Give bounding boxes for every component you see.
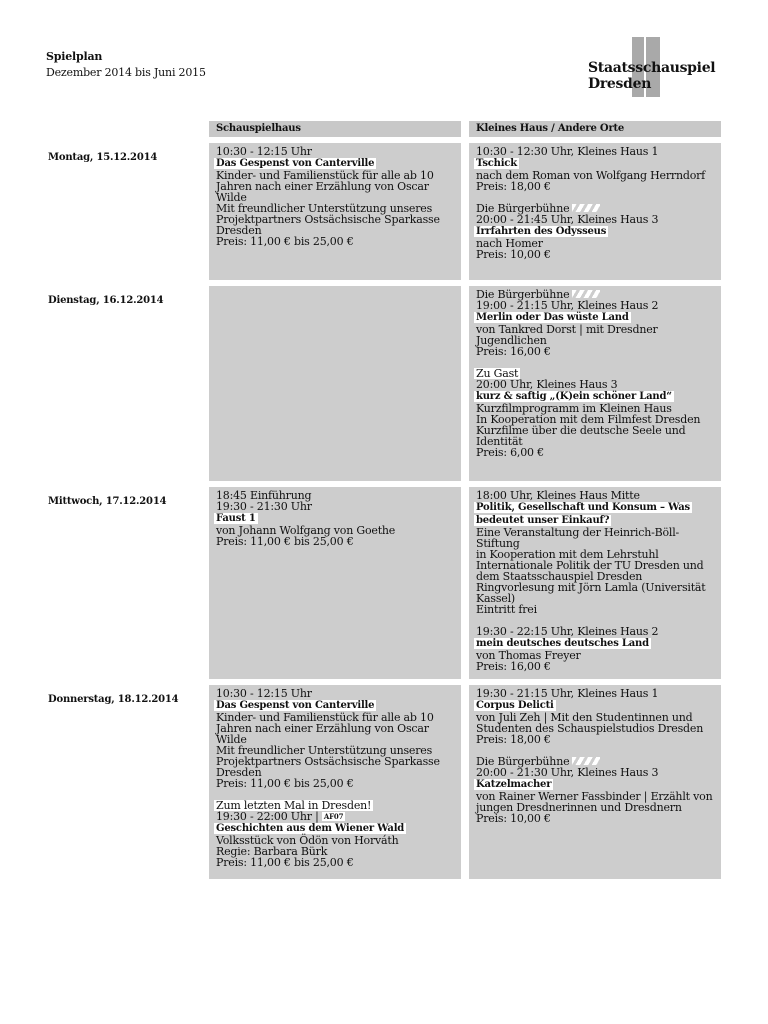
column-header-kleines-haus: Kleines Haus / Andere Orte	[469, 121, 721, 137]
event-time: 19:00 - 21:15 Uhr, Kleines Haus 2	[476, 299, 659, 312]
event-price: Preis: 18,00 €	[476, 733, 551, 746]
day-label: Mittwoch, 17.12.2014	[48, 496, 167, 507]
event-price: Eintritt frei	[476, 603, 537, 616]
event-title[interactable]: Corpus Delicti	[476, 700, 554, 711]
event-description: von Tankred Dorst | mit Dresdner Jugendlichen	[476, 323, 658, 347]
logo-seal-icon	[660, 36, 674, 49]
event-time: 19:30 - 22:00 Uhr |	[216, 810, 319, 823]
event-price: Preis: 18,00 €	[476, 180, 551, 193]
buergerbuehne-stripes-icon	[572, 204, 600, 212]
event-time: 20:00 - 21:45 Uhr, Kleines Haus 3	[476, 213, 659, 226]
event-description: von Rainer Werner Fassbinder | Erzählt von jungen Dresdnerinnen und Dresdnern	[476, 790, 713, 814]
event-description: Kinder- und Familienstück für alle ab 10 Jahren nach einer Erzählung von Oscar Wilde Mit freundlicher Unterstützung unseres Projektpartners Ostsächsische Sparkasse Dresden	[216, 711, 440, 779]
theatre-logo	[588, 60, 715, 92]
event-title[interactable]: Katzelmacher	[476, 779, 552, 790]
schedule-cell	[469, 286, 721, 481]
event-description: Kurzfilmprogramm im Kleinen Haus In Kooperation mit dem Filmfest Dresden Kurzfilme über die deutsche Seele und Identität	[476, 402, 701, 448]
event-label: Zu Gast	[476, 367, 519, 380]
event-description: Eine Veranstaltung der Heinrich-Böll-Stiftung in Kooperation mit dem Lehrstuhl Internationale Politik der TU Dresden und dem Staatsschauspiel Dresden Ringvorlesung mit Jörn Lamla (Universität Kassel)	[476, 526, 706, 605]
schedule-cell	[209, 487, 461, 679]
event-title[interactable]: Geschichten aus dem Wiener Wald	[216, 823, 405, 834]
page-subtitle: Dezember 2014 bis Juni 2015	[46, 66, 206, 79]
event-description: Volksstück von Ödön von Horváth Regie: Barbara Bürk	[216, 834, 399, 858]
event-price: Preis: 16,00 €	[476, 660, 551, 673]
event-price: Preis: 10,00 €	[476, 248, 551, 261]
abo-badge: AF07	[323, 812, 344, 821]
event-label: Zum letzten Mal in Dresden!	[216, 799, 372, 812]
event-time-row	[216, 811, 454, 822]
event-description: Kinder- und Familienstück für alle ab 10 Jahren nach einer Erzählung von Oscar Wilde Mit freundlicher Unterstützung unseres Projektpartners Ostsächsische Sparkasse Dresden	[216, 169, 440, 237]
event-label-text: Die Bürgerbühne	[476, 288, 570, 301]
logo-line-1: Staatsschauspiel	[588, 60, 716, 76]
event-title[interactable]: Irrfahrten des Odysseus	[476, 226, 607, 237]
event-price: Preis: 11,00 € bis 25,00 €	[216, 535, 354, 548]
event-time: 18:00 Uhr, Kleines Haus Mitte	[476, 489, 640, 502]
event-description: nach Homer	[476, 237, 543, 250]
event-title[interactable]: Tschick	[476, 158, 517, 169]
event-price: Preis: 10,00 €	[476, 812, 551, 825]
event-time: 10:30 - 12:30 Uhr, Kleines Haus 1	[476, 145, 659, 158]
event-time: 18:45 Einführung 19:30 - 21:30 Uhr	[216, 489, 312, 513]
event-title[interactable]: mein deutsches deutsches Land	[476, 638, 649, 649]
event-title[interactable]: kurz & saftig „(K)ein schöner Land“	[476, 391, 672, 402]
schedule-cell	[469, 685, 721, 879]
logo-line-2: Dresden	[588, 76, 652, 92]
event-price: Preis: 11,00 € bis 25,00 €	[216, 235, 354, 248]
event-time: 19:30 - 22:15 Uhr, Kleines Haus 2	[476, 625, 659, 638]
schedule-cell	[469, 487, 721, 679]
event-title[interactable]: Das Gespenst von Canterville	[216, 158, 375, 169]
event-label-text: Die Bürgerbühne	[476, 755, 570, 768]
event-price: Preis: 16,00 €	[476, 345, 551, 358]
event-label-text: Die Bürgerbühne	[476, 202, 570, 215]
event-description: von Thomas Freyer	[476, 649, 581, 662]
event-time: 20:00 - 21:30 Uhr, Kleines Haus 3	[476, 766, 659, 779]
schedule-cell-empty	[209, 286, 461, 481]
event-title[interactable]: Faust 1	[216, 513, 256, 524]
event-price: Preis: 6,00 €	[476, 446, 544, 459]
page-title: Spielplan	[46, 50, 103, 63]
schedule-cell	[469, 143, 721, 280]
event-description: von Johann Wolfgang von Goethe	[216, 524, 396, 537]
column-header-schauspielhaus: Schauspielhaus	[209, 121, 461, 137]
schedule-cell	[209, 143, 461, 280]
event-price: Preis: 11,00 € bis 25,00 €	[216, 777, 354, 790]
event-time: 10:30 - 12:15 Uhr	[216, 145, 312, 158]
buergerbuehne-stripes-icon	[572, 757, 600, 765]
day-label: Montag, 15.12.2014	[48, 152, 158, 163]
buergerbuehne-stripes-icon	[572, 290, 600, 298]
day-label: Donnerstag, 18.12.2014	[48, 694, 179, 705]
event-time: 20:00 Uhr, Kleines Haus 3	[476, 378, 618, 391]
event-title-line-2[interactable]: bedeutet unser Einkauf?	[476, 515, 610, 526]
event-time: 19:30 - 21:15 Uhr, Kleines Haus 1	[476, 687, 659, 700]
event-title-line-1[interactable]: Politik, Gesellschaft und Konsum – Was	[476, 502, 690, 513]
event-title[interactable]: Das Gespenst von Canterville	[216, 700, 375, 711]
event-time: 10:30 - 12:15 Uhr	[216, 687, 312, 700]
event-title[interactable]: Merlin oder Das wüste Land	[476, 312, 629, 323]
event-description: von Juli Zeh | Mit den Studentinnen und Studenten des Schauspielstudios Dresden	[476, 711, 704, 735]
schedule-cell	[209, 685, 461, 879]
event-price: Preis: 11,00 € bis 25,00 €	[216, 856, 354, 869]
event-description: nach dem Roman von Wolfgang Herrndorf	[476, 169, 706, 182]
day-label: Dienstag, 16.12.2014	[48, 295, 164, 306]
